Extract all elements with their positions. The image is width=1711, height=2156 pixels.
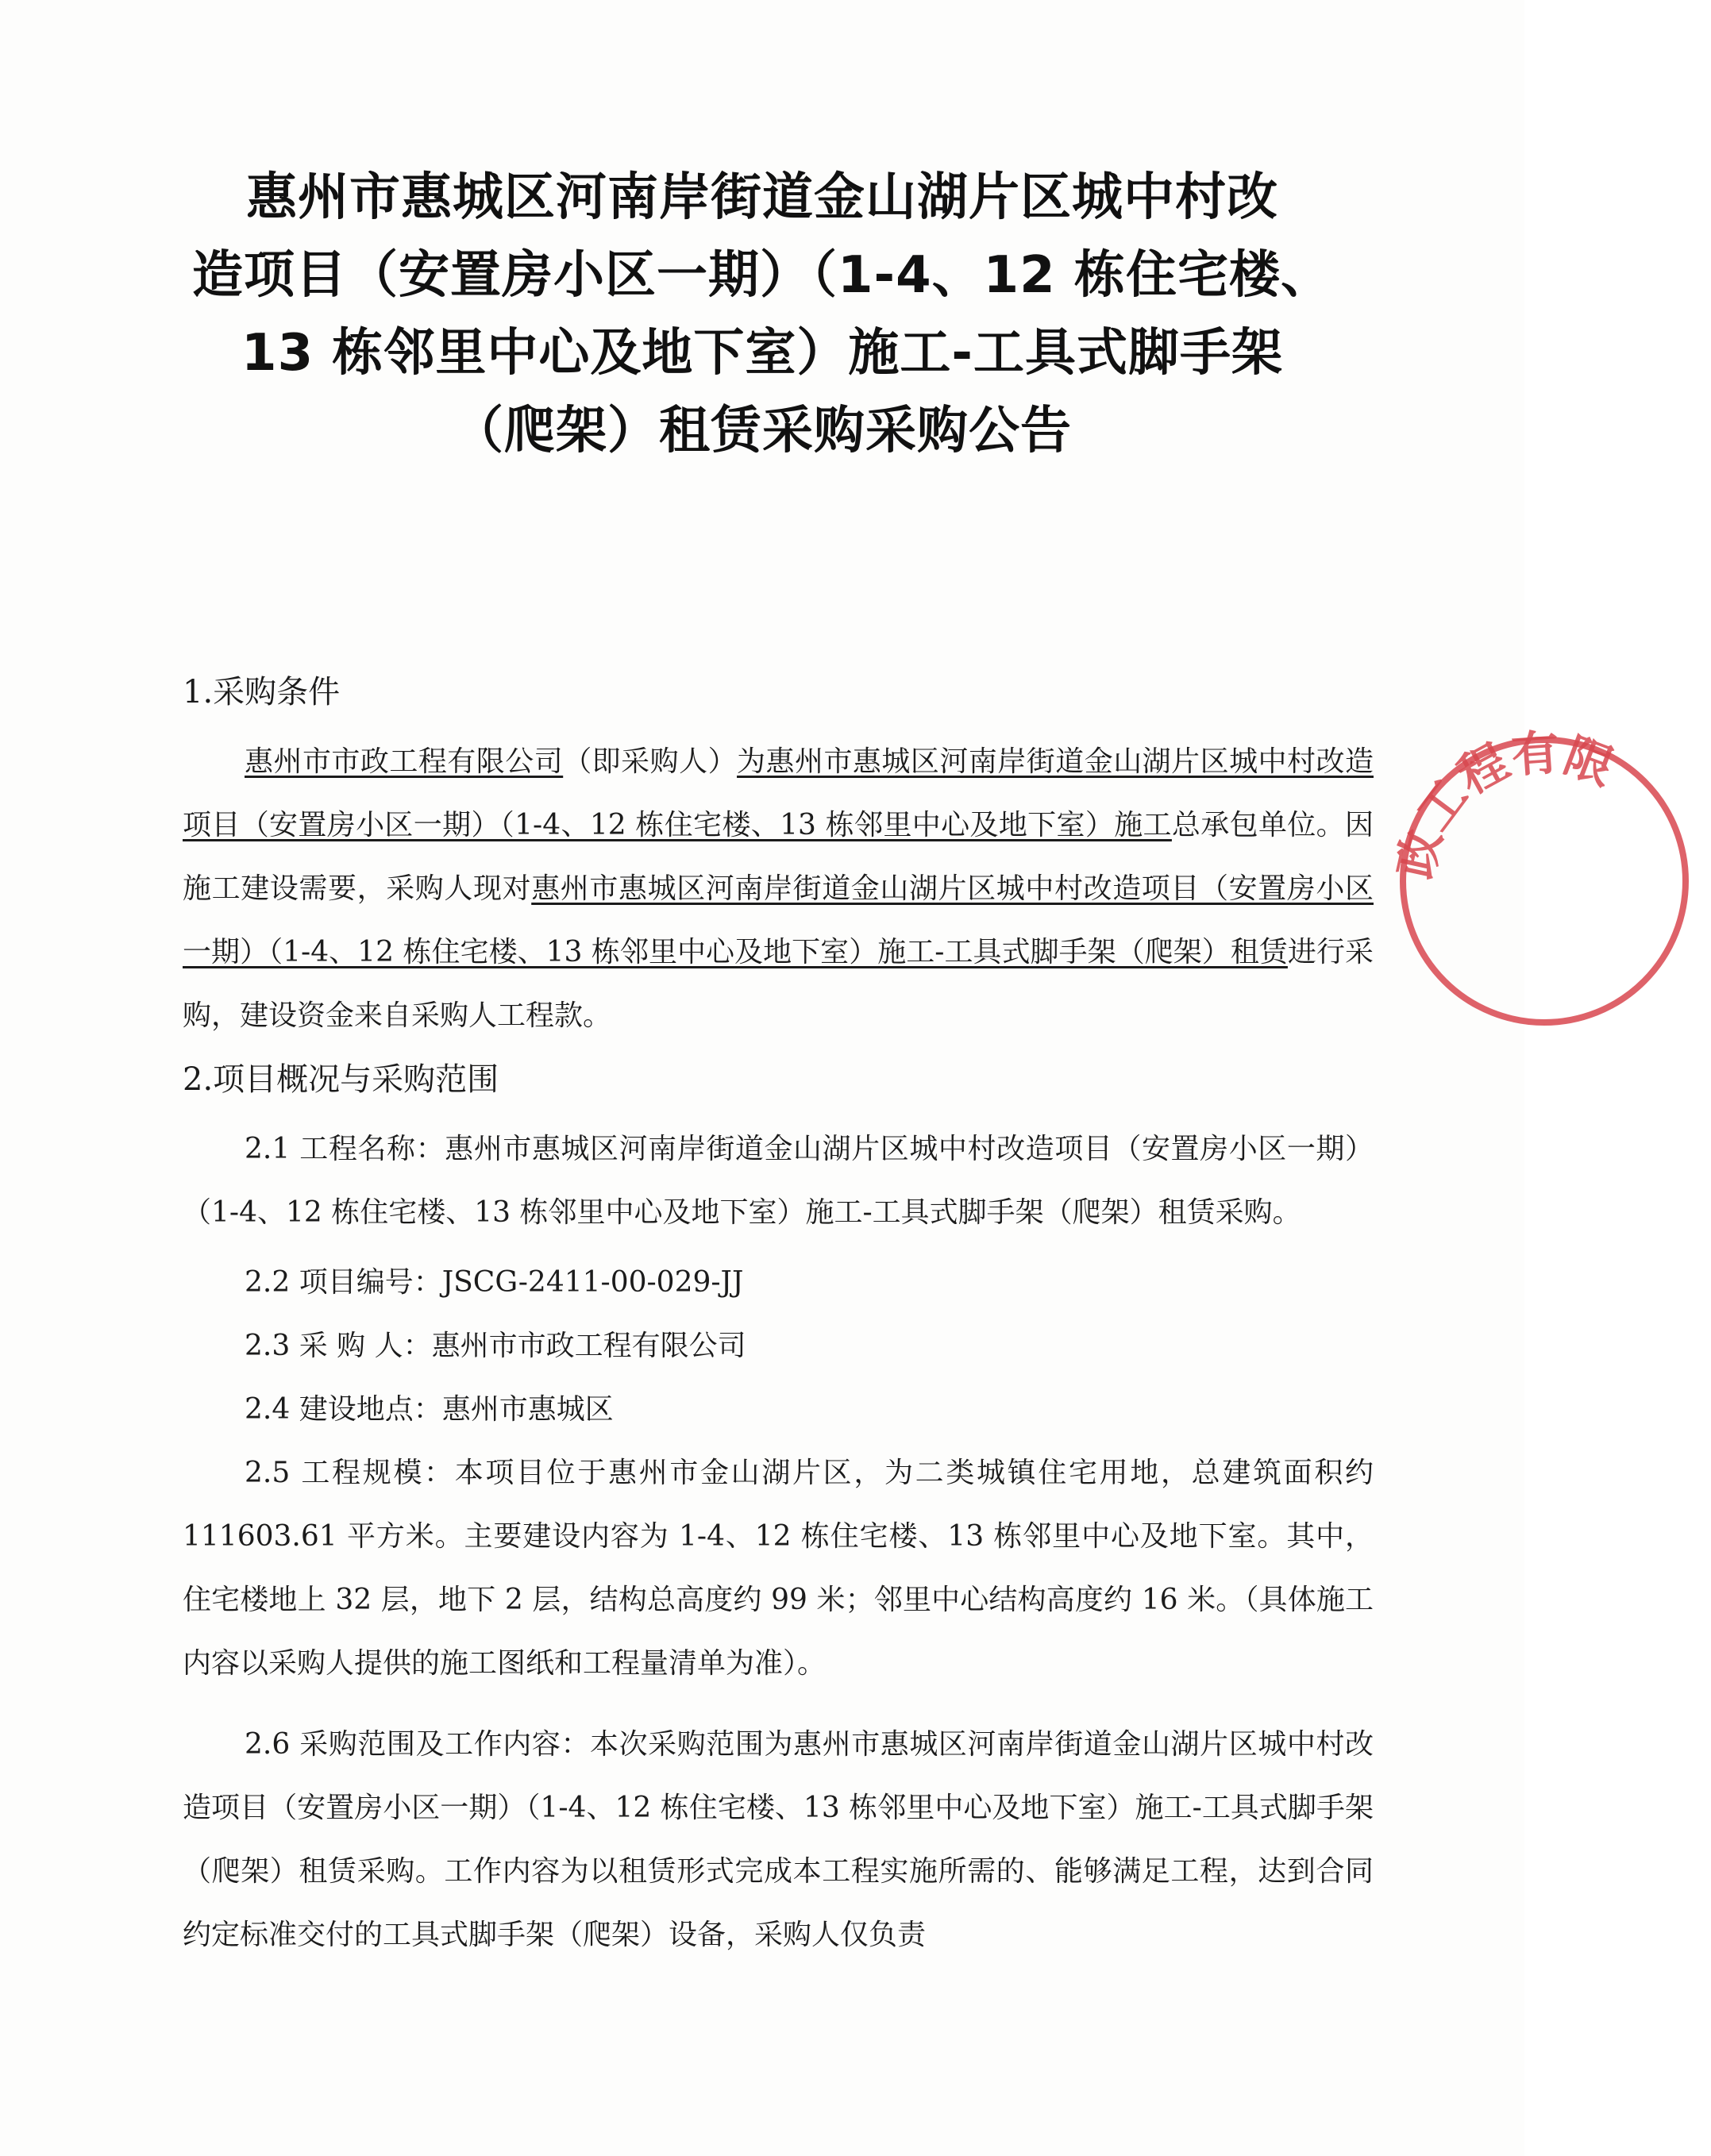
title-line: 造项目（安置房小区一期）（1-4、12 栋住宅楼、 — [192, 246, 1332, 305]
project-name-underlined: 为惠州市惠城区河南岸街道金山湖片区城中村改造项目（安置房小区一期）（1-4、12 栋住宅楼、13 栋邻里中心及地下室）施工 — [183, 745, 1374, 841]
item-2-6: 2.6 采购范围及工作内容：本次采购范围为惠州市惠城区河南岸街道金山湖片区城中村改造项目（安置房小区一期）（1-4、12 栋住宅楼、13 栋邻里中心及地下室）施工-工具式脚手架（爬架）租赁采购。工作内容为以租赁形式完成本工程实施所需的、能够满足工程，达到合同约定标准交付的工具式脚手架（爬架）设备，采购人仅负责 — [183, 1728, 1374, 1951]
title-line: 13 栋邻里中心及地下室）施工-工具式脚手架 — [241, 324, 1283, 383]
paragraph-text: 进行采购，建设资金来自采购人工程款。 — [183, 936, 1374, 1032]
section-1-paragraph — [183, 730, 1374, 1048]
section-1-heading: 1.采购条件 — [183, 674, 341, 710]
seal-text: 政工程有限 — [1388, 725, 1621, 884]
item-2-2: 2.2 项目编号：JSCG-2411-00-029-JJ — [245, 1266, 744, 1299]
item-2-3: 2.3 采 购 人：惠州市市政工程有限公司 — [245, 1330, 746, 1362]
project-name-underlined: 惠州市惠城区河南岸街道金山湖片区城中村改造项目（安置房小区一期）（1-4、12 栋住宅楼、13 栋邻里中心及地下室）施工-工具式脚手架（爬架）租赁 — [183, 872, 1374, 968]
title-line: （爬架）租赁采购采购公告 — [453, 402, 1072, 460]
item-2-5: 2.5 工程规模：本项目位于惠州市金山湖片区，为二类城镇住宅用地，总建筑面积约 111603.61 平方米。主要建设内容为 1-4、12 栋住宅楼、13 栋邻里中心及地下室。其中，住宅楼地上 32 层，地下 2 层，结构总高度约 99 米；邻里中心结构高度约 16 米。（具体施工内容以采购人提供的施工图纸和工程量清单为准）。 — [183, 1457, 1374, 1680]
svg-text:政工程有限 — [1388, 725, 1620, 883]
document-body — [183, 660, 1374, 1967]
section-2-heading: 2.项目概况与采购范围 — [183, 1061, 499, 1098]
title-line: 惠州市惠城区河南岸街道金山湖片区城中村改 — [246, 168, 1278, 227]
paragraph-text: （即采购人） — [563, 745, 738, 778]
document-title — [159, 159, 1366, 470]
item-2-1: 2.1 工程名称：惠州市惠城区河南岸街道金山湖片区城中村改造项目（安置房小区一期）（1-4、12 栋住宅楼、13 栋邻里中心及地下室）施工-工具式脚手架（爬架）租赁采购。 — [183, 1133, 1374, 1229]
item-2-4: 2.4 建设地点：惠州市惠城区 — [245, 1393, 614, 1426]
company-seal-stamp — [1378, 699, 1711, 1032]
paragraph-text: 总承包单位。因施工建设需要，采购人现对 — [183, 809, 1374, 905]
purchaser-name: 惠州市市政工程有限公司 — [245, 745, 564, 778]
